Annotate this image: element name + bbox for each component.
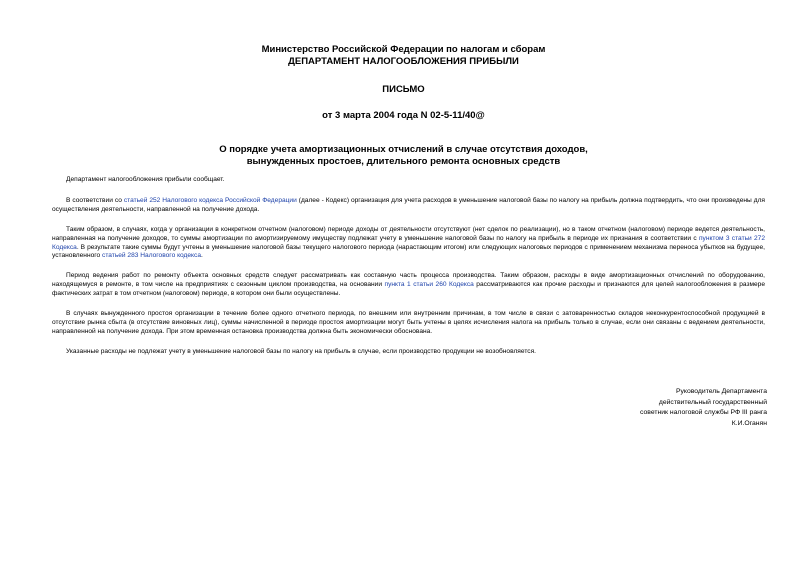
text-fragment: . (201, 252, 203, 260)
link-article-283-tax-code[interactable]: статьей 283 Налогового кодекса (102, 252, 201, 260)
paragraph-amortization-no-income (52, 226, 765, 262)
document-title-line-1: О порядке учета амортизационных отчислений в случае отсутствия доходов, (219, 144, 588, 155)
paragraph-forced-downtime: В случаях вынужденного простоя организации в течение более одного отчетного периода, по внешним или внутренним причинам, в том числе в связи с затоваренностью складов неконкурентоспособной продукцией в отсутствие рынка сбыта (в отсутствие виновных лиц), суммы начисленной в периоде простоя амортизации могут быть учтены в целях исчисления налога на прибыль только в случае, если они связаны с ведением деятельности, направленной на получение дохода. При этом временная остановка производства должна быть экономически обоснована. (52, 310, 765, 335)
signatory-rank-line-2: советник налоговой службы РФ III ранга (640, 409, 767, 417)
link-article-272-point-3[interactable]: пунктом 3 статьи 272 Кодекса (52, 234, 765, 251)
signatory-position: Руководитель Департамента (676, 388, 767, 395)
document-title-line-2: вынужденных простоев, длительного ремонта основных средств (246, 156, 561, 167)
ministry-name: Министерство Российской Федерации по налогам и сборам (261, 44, 546, 55)
text-fragment: (далее - Кодекс) организация для учета расходов в уменьшение налоговой базы по налогу на прибыль должна подтвердить, что они произведены для осуществления деятельности, направленной на получение дохода. (52, 196, 765, 213)
paragraph-repair-period (52, 272, 765, 299)
paragraph-article-252 (52, 197, 765, 215)
document-header (0, 44, 807, 168)
document-date-number: от 3 марта 2004 года N 02-5-11/40@ (322, 110, 485, 121)
department-name: ДЕПАРТАМЕНТ НАЛОГООБЛОЖЕНИЯ ПРИБЫЛИ (288, 56, 519, 67)
text-fragment: рассматриваются как прочие расходы и признаются для целей налогообложения в размере фактических затрат в том отчетном (налоговом) периоде, в котором они были осуществлены. (52, 281, 766, 298)
link-article-252-tax-code[interactable]: статьей 252 Налогового кодекса Российской Федерации (123, 196, 297, 204)
text-fragment: . В результате такие суммы будут учтены в уменьшение налоговой базы текущего налогового периода (нарастающим итогом) или следующих налоговых периодов с применением механизма переноса убытков на будущее, установленного (52, 243, 765, 260)
paragraph-intro: Департамент налогообложения прибыли сообщает. (66, 176, 225, 183)
signature-block (640, 387, 767, 429)
signatory-name: К.И.Оганян (731, 419, 767, 427)
text-fragment: Период ведения работ по ремонту объекта основных средств следует рассматривать как составную часть процесса производства. Таким образом, расходы в виде амортизационных отчислений по оборудованию, находящемуся в ремонте, в том числе на предприятиях с сезонным циклом производства, на основании (52, 272, 765, 289)
text-fragment: В соответствии со (66, 196, 124, 204)
document-type: ПИСЬМО (382, 84, 425, 95)
signatory-rank-line-1: действительный государственный (658, 398, 767, 406)
link-article-260-point-1[interactable]: пункта 1 статьи 260 Кодекса (384, 281, 474, 289)
letter-body (52, 176, 765, 368)
paragraph-no-resumption: Указанные расходы не подлежат учету в уменьшение налоговой базы по налогу на прибыль в случае, если производство продукции не возобновляется. (66, 347, 536, 355)
text-fragment: Таким образом, в случаях, когда у организации в конкретном отчетном (налоговом) периоде доходы от деятельности отсутствуют (нет сделок по реализации), но в таком отчетном (налоговом) периоде ведется деятельность, направленная на получение доходов, то суммы амортизации по амортизируемому имуществу подлежат учету в уменьшение налоговой базы по налогу на прибыль в периоде их признания в соответствии с (52, 225, 765, 242)
